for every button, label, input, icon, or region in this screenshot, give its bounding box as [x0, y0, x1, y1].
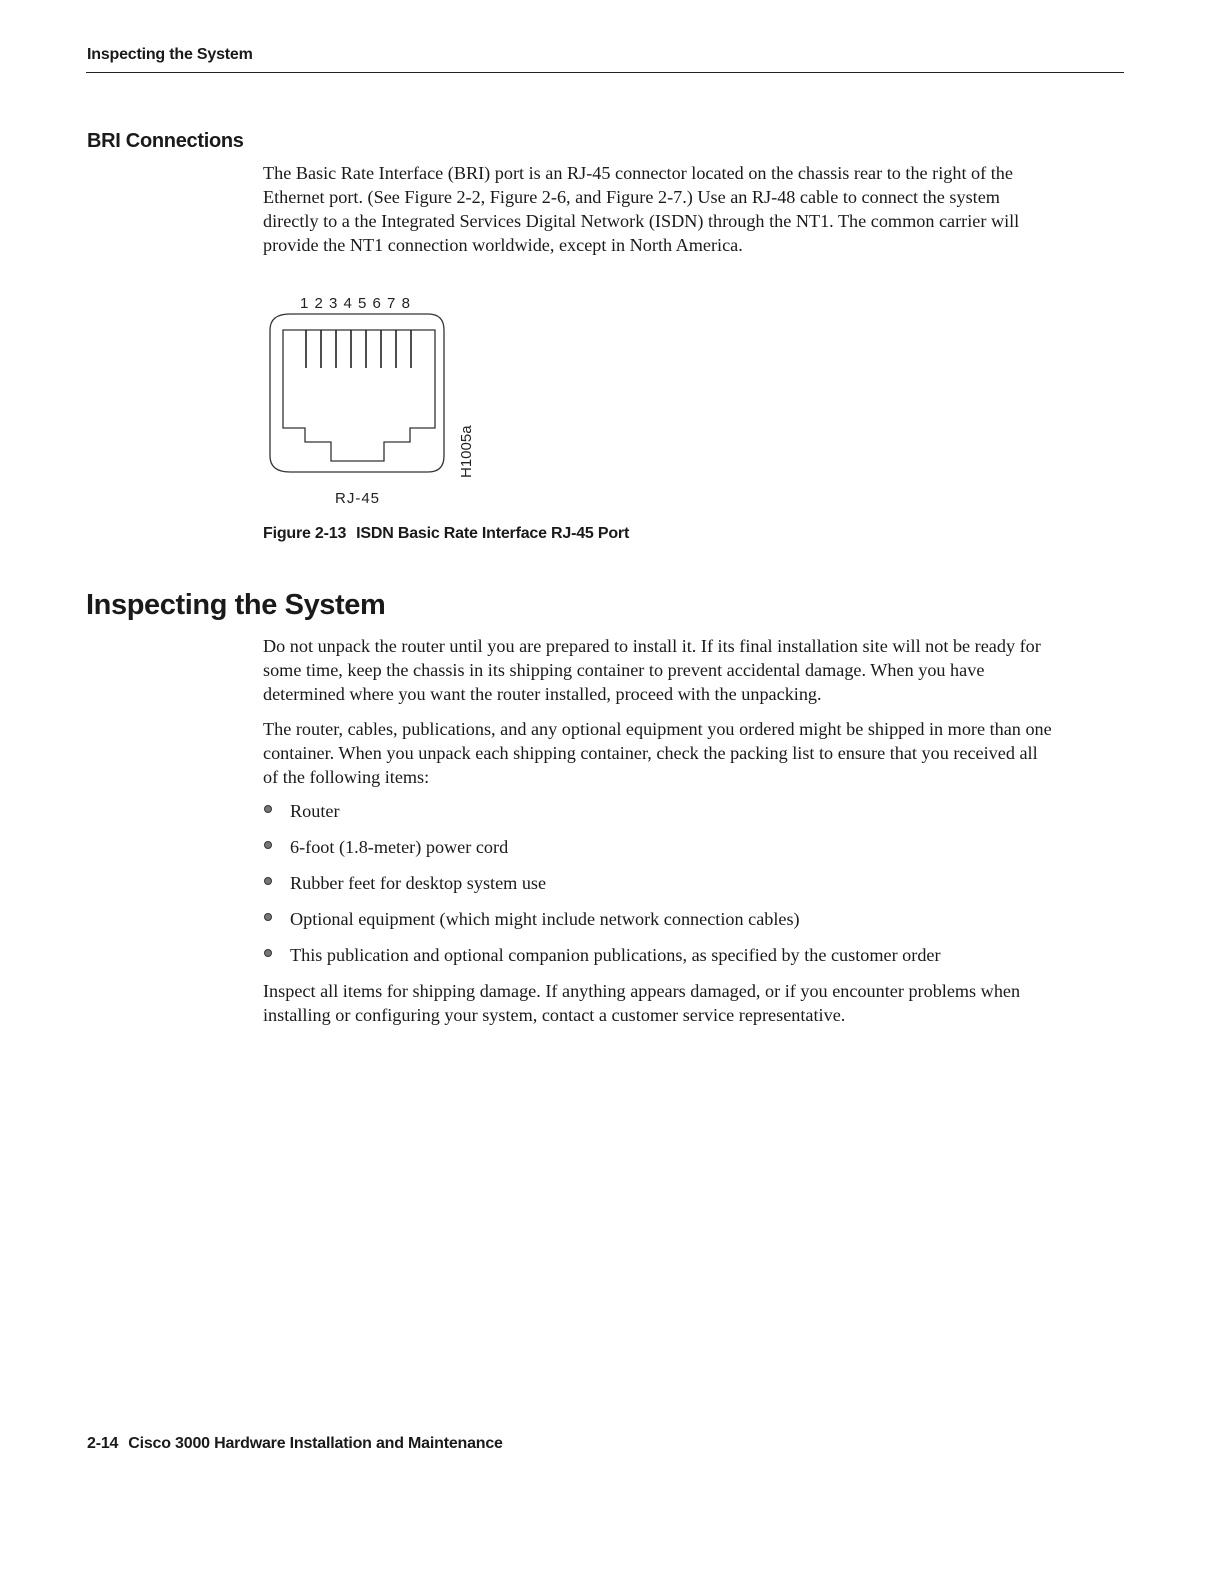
- bullet-icon: [264, 913, 272, 921]
- figure-caption: [263, 525, 629, 543]
- art-id-label: H1005a: [458, 425, 475, 478]
- section-heading-inspecting: Inspecting the System: [86, 589, 386, 621]
- list-item-text: Router: [290, 801, 340, 821]
- inspecting-paragraph-2: The router, cables, publications, and any optional equipment you ordered might be shipped in more than one container. When you unpack each shipping container, check the packing list to ensure that you received all of the following items:: [263, 719, 1052, 787]
- connector-label: RJ-45: [335, 490, 381, 507]
- running-header: Inspecting the System: [87, 46, 253, 63]
- list-item-text: Rubber feet for desktop system use: [290, 873, 547, 893]
- bullet-icon: [264, 877, 272, 885]
- bullet-icon: [264, 949, 272, 957]
- page-number: 2-14: [87, 1435, 119, 1452]
- list-item: [263, 834, 1053, 870]
- pin-numbers-label: 1 2 3 4 5 6 7 8: [300, 295, 411, 312]
- bullet-icon: [264, 805, 272, 813]
- connector-housing: [270, 314, 444, 472]
- list-item: [263, 798, 1053, 834]
- rj45-port-figure: [262, 288, 492, 518]
- inspecting-paragraph-3: Inspect all items for shipping damage. If anything appears damaged, or if you encounter problems when installing or configuring your system, contact a customer service representative.: [263, 981, 1021, 1025]
- book-title: Cisco 3000 Hardware Installation and Maintenance: [128, 1435, 503, 1452]
- page-footer: [87, 1435, 503, 1453]
- list-item: [263, 870, 1053, 906]
- packing-list: [263, 798, 1053, 978]
- bri-paragraph: The Basic Rate Interface (BRI) port is an RJ-45 connector located on the chassis rear to the right of the Ethernet port. (See Figure 2-2, Figure 2-6, and Figure 2-7.) Use an RJ-48 cable to connect the system directly to a the Integrated Services Digital Network (ISDN) through the NT1. The common carrier will provide the NT1 connection worldwide, except in North America.: [263, 163, 1020, 255]
- list-item-text: 6-foot (1.8-meter) power cord: [290, 837, 509, 857]
- list-item: [263, 942, 1053, 978]
- rj45-diagram: [262, 288, 492, 518]
- figure-caption-number: Figure 2-13: [263, 525, 347, 542]
- bullet-icon: [264, 841, 272, 849]
- section-heading-bri: BRI Connections: [87, 130, 244, 152]
- figure-caption-text: ISDN Basic Rate Interface RJ-45 Port: [356, 525, 630, 542]
- list-item-text: This publication and optional companion publications, as specified by the customer order: [290, 945, 941, 965]
- header-rule: [86, 72, 1124, 73]
- list-item: [263, 906, 1053, 942]
- list-item-text: Optional equipment (which might include network connection cables): [290, 909, 800, 929]
- inspecting-paragraph-1: Do not unpack the router until you are prepared to install it. If its final installation site will not be ready for some time, keep the chassis in its shipping container to prevent accidental damage. When you have determined where you want the router installed, proceed with the unpacking.: [263, 636, 1041, 704]
